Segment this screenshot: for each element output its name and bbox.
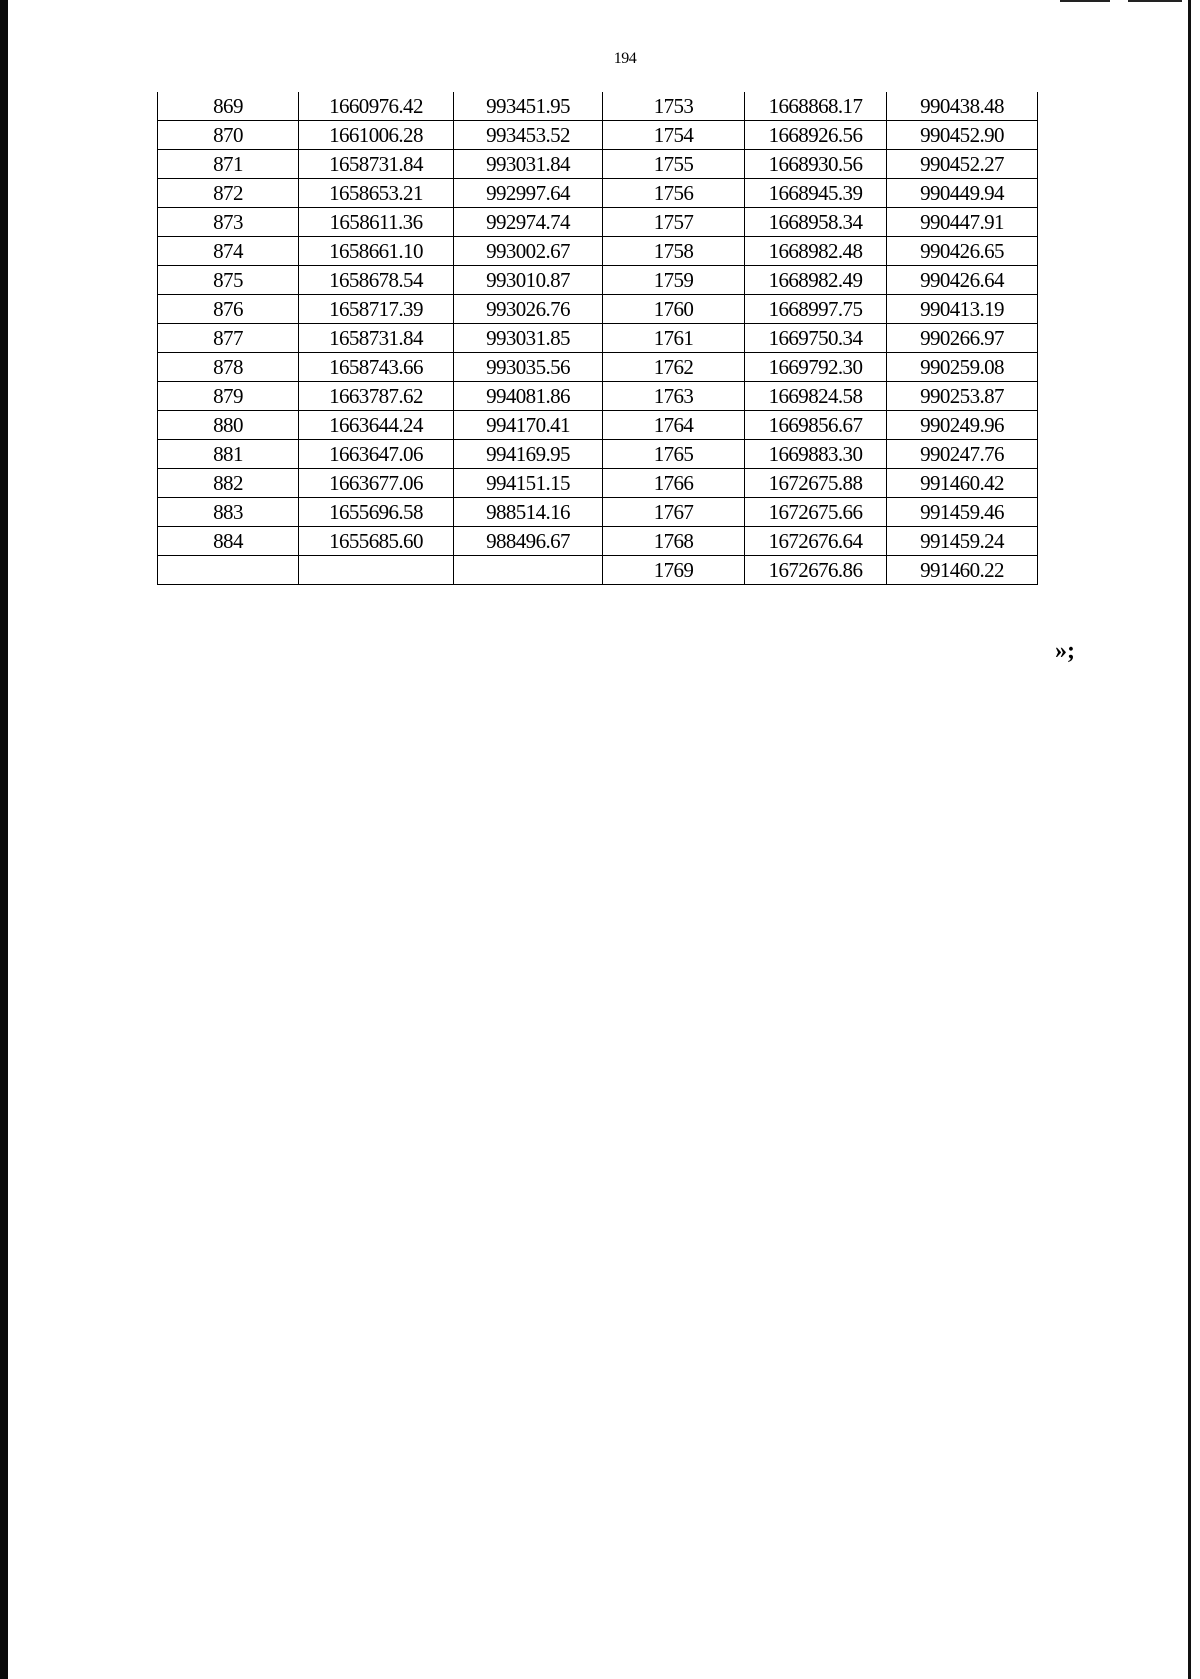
table-cell: 988514.16 [454,498,603,527]
table-cell: 990447.91 [887,208,1038,237]
table-cell: 1672676.86 [745,556,887,585]
table-cell: 875 [158,266,299,295]
table-cell: 878 [158,353,299,382]
table-row [158,208,1038,237]
table-cell: 1658611.36 [299,208,454,237]
table-cell: 1668997.75 [745,295,887,324]
table-cell: 990253.87 [887,382,1038,411]
table-cell [454,556,603,585]
table-cell: 880 [158,411,299,440]
table-cell: 1669750.34 [745,324,887,353]
table-cell: 881 [158,440,299,469]
table-cell: 992974.74 [454,208,603,237]
table-cell: 994081.86 [454,382,603,411]
table-cell: 872 [158,179,299,208]
table-row [158,411,1038,440]
table-cell: 1663644.24 [299,411,454,440]
table-cell: 1764 [603,411,745,440]
table-cell: 1762 [603,353,745,382]
table-cell: 883 [158,498,299,527]
scan-mark [1060,0,1110,2]
table-cell: 1658678.54 [299,266,454,295]
table-cell: 990438.48 [887,92,1038,121]
table-row [158,556,1038,585]
coordinates-table-body [158,92,1038,585]
table-row [158,324,1038,353]
table-cell: 990426.65 [887,237,1038,266]
table-cell: 1760 [603,295,745,324]
table-row [158,121,1038,150]
table-cell: 991459.24 [887,527,1038,556]
table-cell: 990413.19 [887,295,1038,324]
table-cell: 1756 [603,179,745,208]
scan-mark [1128,0,1182,2]
table-cell: 993031.85 [454,324,603,353]
table-cell: 992997.64 [454,179,603,208]
table-cell: 1658743.66 [299,353,454,382]
table-cell: 990249.96 [887,411,1038,440]
table-cell: 1668945.39 [745,179,887,208]
table-cell: 1658653.21 [299,179,454,208]
table-cell: 1668982.48 [745,237,887,266]
table-cell: 871 [158,150,299,179]
scan-border-right [1188,0,1191,1679]
table-cell: 993026.76 [454,295,603,324]
table-cell: 994170.41 [454,411,603,440]
table-cell: 993002.67 [454,237,603,266]
table-cell: 1669792.30 [745,353,887,382]
table-cell: 1669824.58 [745,382,887,411]
table-cell: 990426.64 [887,266,1038,295]
table-cell: 874 [158,237,299,266]
table-row [158,353,1038,382]
table-cell: 1757 [603,208,745,237]
table-cell: 1668926.56 [745,121,887,150]
table-cell: 1668982.49 [745,266,887,295]
table-cell: 1763 [603,382,745,411]
table-cell: 990452.90 [887,121,1038,150]
closing-mark: »; [1055,638,1075,664]
table-cell: 1765 [603,440,745,469]
table-row [158,440,1038,469]
table-cell: 993451.95 [454,92,603,121]
table-cell: 1672676.64 [745,527,887,556]
table-cell: 876 [158,295,299,324]
table-cell: 1655696.58 [299,498,454,527]
table-cell: 1668868.17 [745,92,887,121]
table-cell: 990259.08 [887,353,1038,382]
table-cell: 990449.94 [887,179,1038,208]
table-cell: 993010.87 [454,266,603,295]
table-row [158,150,1038,179]
table-row [158,469,1038,498]
table-cell: 1766 [603,469,745,498]
table-cell [158,556,299,585]
table-cell: 1668958.34 [745,208,887,237]
table-cell: 1672675.88 [745,469,887,498]
table-cell: 1663647.06 [299,440,454,469]
table-row [158,237,1038,266]
table-cell: 1663787.62 [299,382,454,411]
table-cell: 1754 [603,121,745,150]
table-cell: 991459.46 [887,498,1038,527]
table-row [158,527,1038,556]
table-cell: 991460.42 [887,469,1038,498]
table-cell: 870 [158,121,299,150]
table-cell: 882 [158,469,299,498]
table-cell: 884 [158,527,299,556]
table-cell: 1755 [603,150,745,179]
table-cell: 993031.84 [454,150,603,179]
table-cell: 1768 [603,527,745,556]
table-cell: 994151.15 [454,469,603,498]
table-cell: 993035.56 [454,353,603,382]
table-cell: 1753 [603,92,745,121]
table-row [158,266,1038,295]
table-cell: 879 [158,382,299,411]
table-cell: 1669856.67 [745,411,887,440]
table-cell: 1767 [603,498,745,527]
table-cell: 1761 [603,324,745,353]
table-row [158,179,1038,208]
table-cell: 1769 [603,556,745,585]
table-cell: 990452.27 [887,150,1038,179]
table-cell: 1658731.84 [299,324,454,353]
table-cell: 1669883.30 [745,440,887,469]
page-number: 194 [613,50,637,67]
table-cell: 1658731.84 [299,150,454,179]
coordinates-table [157,92,1038,585]
table-row [158,92,1038,121]
table-cell: 1758 [603,237,745,266]
table-cell: 993453.52 [454,121,603,150]
table-cell: 1672675.66 [745,498,887,527]
table-cell: 1663677.06 [299,469,454,498]
table-row [158,498,1038,527]
table-cell: 1655685.60 [299,527,454,556]
table-cell: 1661006.28 [299,121,454,150]
table-cell: 1658717.39 [299,295,454,324]
table-cell: 990266.97 [887,324,1038,353]
table-cell: 1660976.42 [299,92,454,121]
table-cell: 869 [158,92,299,121]
table-row [158,295,1038,324]
table-cell: 1759 [603,266,745,295]
scan-border-left [0,0,8,1679]
table-cell: 994169.95 [454,440,603,469]
table-cell: 991460.22 [887,556,1038,585]
table-cell: 990247.76 [887,440,1038,469]
table-cell: 988496.67 [454,527,603,556]
table-cell: 877 [158,324,299,353]
table-cell: 1668930.56 [745,150,887,179]
table-cell: 1658661.10 [299,237,454,266]
table-cell [299,556,454,585]
table-cell: 873 [158,208,299,237]
table-row [158,382,1038,411]
